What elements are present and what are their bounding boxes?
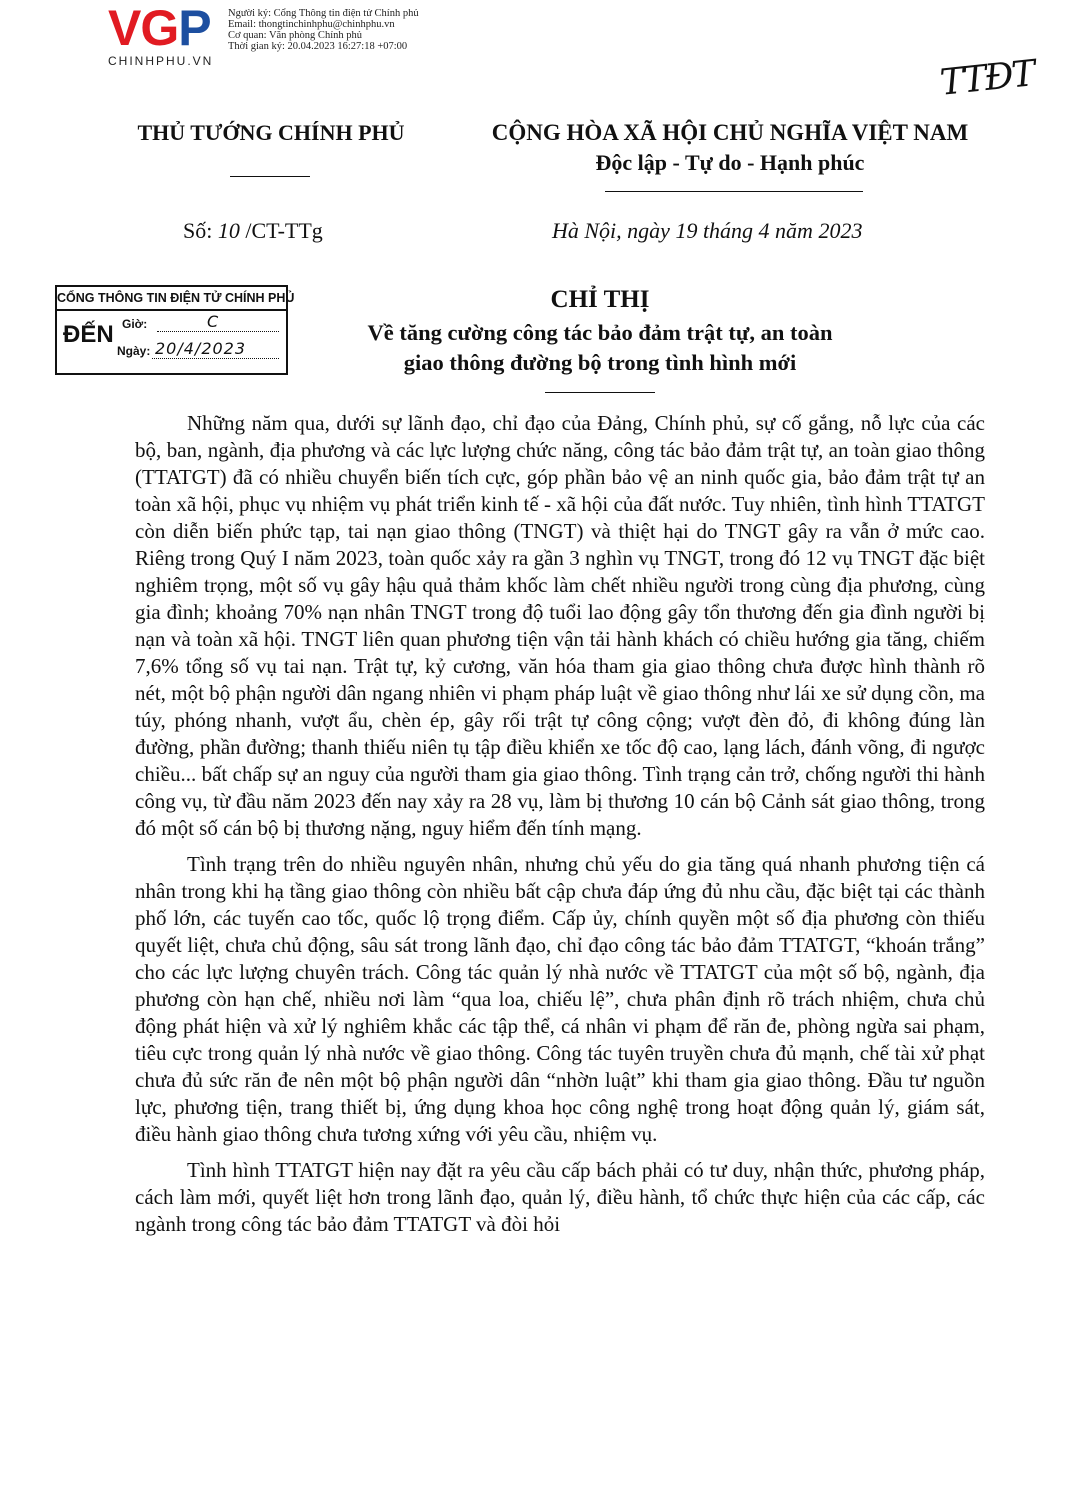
vgp-logo — [108, 0, 228, 68]
stamp-gio-label: Giờ: — [122, 317, 148, 331]
title-underline — [545, 392, 655, 393]
body-paragraph-1: Những năm qua, dưới sự lãnh đạo, chỉ đạo của Đảng, Chính phủ, sự cố gắng, nỗ lực của các bộ, ban, ngành, địa phương và các lực lượng chức năng, công tác bảo đảm trật tự, an toàn giao thông (TTATGT) đã có nhiều chuyển biến tích cực, góp phần bảo vệ an ninh quốc gia, bảo đảm trật tự an toàn xã hội, phục vụ nhiệm vụ phát triển kinh tế - xã hội của đất nước. Tuy nhiên, tình hình TTATGT còn diễn biến phức tạp, tai nạn giao thông (TNGT) và thiệt hại do TNGT gây ra vẫn ở mức cao. Riêng trong Quý I năm 2023, toàn quốc xảy ra gần 3 nghìn vụ TNGT, trong đó 12 vụ TNGT đặc biệt nghiêm trọng, một số vụ gây hậu quả thảm khốc làm chết nhiều người trong cùng địa phương, cùng gia đình; khoảng 70% nạn nhân TNGT trong độ tuổi lao động gây tổn thương đến gia đình người bị nạn và toàn xã hội. TNGT liên quan phương tiện vận tải hành khách có chiều hướng gia tăng, chiếm 7,6% tổng số vụ tai nạn. Trật tự, kỷ cương, văn hóa tham gia giao thông chưa được hình thành rõ nét, một bộ phận người dân ngang nhiên vi phạm pháp luật về giao thông như lái xe sử dụng cồn, ma túy, phóng nhanh, vượt ẩu, chèn ép, gây rối trật tự công cộng; vượt đèn đỏ, đi không đúng làn đường, phần đường; thanh thiếu niên tụ tập điều khiển xe tốc độ cao, lạng lách, đánh võng, đi ngược chiều... bất chấp sự an nguy của người tham gia giao thông. Tình trạng cản trở, chống người thi hành công vụ, từ đầu năm 2023 đến nay xảy ra 28 vụ, làm bị thương 10 cán bộ Cảnh sát giao thông, trong đó một số cán bộ bị thương nặng, nguy hiểm đến tính mạng. — [135, 411, 985, 840]
document-subject — [290, 318, 910, 378]
subject-line-1: Về tăng cường công tác bảo đảm trật tự, an toàn — [367, 320, 833, 345]
stamp-ngay-label: Ngày: — [117, 344, 151, 358]
vgp-logo-text: VGP — [108, 0, 211, 56]
signature-agency: Cơ quan: Văn phòng Chính phủ — [228, 30, 362, 41]
stamp-ngay-line — [152, 358, 279, 359]
stamp-gio-line — [157, 331, 279, 332]
document-number-prefix: Số: — [183, 218, 213, 243]
stamp-gio-value: C — [207, 312, 219, 331]
document-number-suffix: /CT-TTg — [245, 218, 323, 243]
document-body — [135, 410, 985, 1247]
vgp-logo-subtext: CHINHPHU.VN — [108, 54, 214, 68]
issuing-authority: THỦ TƯỚNG CHÍNH PHỦ — [137, 120, 405, 145]
document-type: CHỈ THỊ — [550, 286, 650, 313]
document-number — [183, 218, 323, 244]
stamp-ngay-value: 20/4/2023 — [155, 339, 247, 358]
motto-underline — [605, 191, 863, 192]
stamp-title: CỔNG THÔNG TIN ĐIỆN TỬ CHÍNH PHỦ — [57, 287, 286, 311]
national-title: CỘNG HÒA XÃ HỘI CHỦ NGHĨA VIỆT NAM — [491, 120, 969, 145]
receipt-stamp — [55, 285, 295, 375]
subject-line-2: giao thông đường bộ trong tình hình mới — [403, 350, 797, 375]
digital-signature-info — [228, 8, 419, 52]
signature-signer: Người ký: Cổng Thông tin điện tử Chính phủ — [228, 8, 419, 19]
signature-email: Email: thongtinchinhphu@chinhphu.vn — [228, 19, 395, 30]
handwritten-note: TTĐT — [938, 53, 1036, 104]
body-paragraph-3: Tình hình TTATGT hiện nay đặt ra yêu cầu cấp bách phải có tư duy, nhận thức, phương pháp, cách làm mới, quyết liệt hơn trong lãnh đạo, quản lý, điều hành, tổ chức thực hiện của các cấp, các ngành trong công tác bảo đảm TTATGT và đòi hỏi — [135, 1158, 985, 1236]
issuer-underline — [230, 176, 310, 177]
stamp-den-label: ĐẾN — [63, 321, 114, 348]
body-paragraph-2: Tình trạng trên do nhiều nguyên nhân, nhưng chủ yếu do gia tăng quá nhanh phương tiện cá nhân trong khi hạ tầng giao thông còn nhiều bất cập chưa đáp ứng đủ nhu cầu, đặc biệt tại các thành phố lớn, các tuyến cao tốc, quốc lộ trọng điểm. Cấp ủy, chính quyền một số địa phương còn thiếu quyết liệt, chưa chủ động, sâu sát trong lãnh đạo, chỉ đạo công tác bảo đảm TTATGT, “khoán trắng” cho các lực lượng chuyên trách. Công tác quản lý nhà nước về TTATGT của một số bộ, ngành, địa phương còn hạn chế, nhiều nơi làm “qua loa, chiếu lệ”, chưa phân định rõ trách nhiệm, chưa chủ động phát hiện và xử lý nghiêm khắc các tập thể, cá nhân vi phạm để răn đe, phòng ngừa sai phạm, tiêu cực trong quản lý nhà nước về giao thông. Công tác tuyên truyền chưa đủ mạnh, chế tài xử phạt chưa đủ sức răn đe nên một bộ phận người dân “nhờn luật” khi tham gia giao thông. Đầu tư nguồn lực, phương tiện, trang thiết bị, ứng dụng khoa học công nghệ trong hoạt động quản lý, giám sát, điều hành giao thông chưa tương xứng với yêu cầu, nhiệm vụ. — [135, 852, 985, 1146]
document-number-value: 10 — [217, 218, 240, 243]
national-motto: Độc lập - Tự do - Hạnh phúc — [595, 150, 865, 175]
signature-time: Thời gian ký: 20.04.2023 16:27:18 +07:00 — [228, 41, 408, 52]
place-and-date: Hà Nội, ngày 19 tháng 4 năm 2023 — [552, 218, 863, 243]
